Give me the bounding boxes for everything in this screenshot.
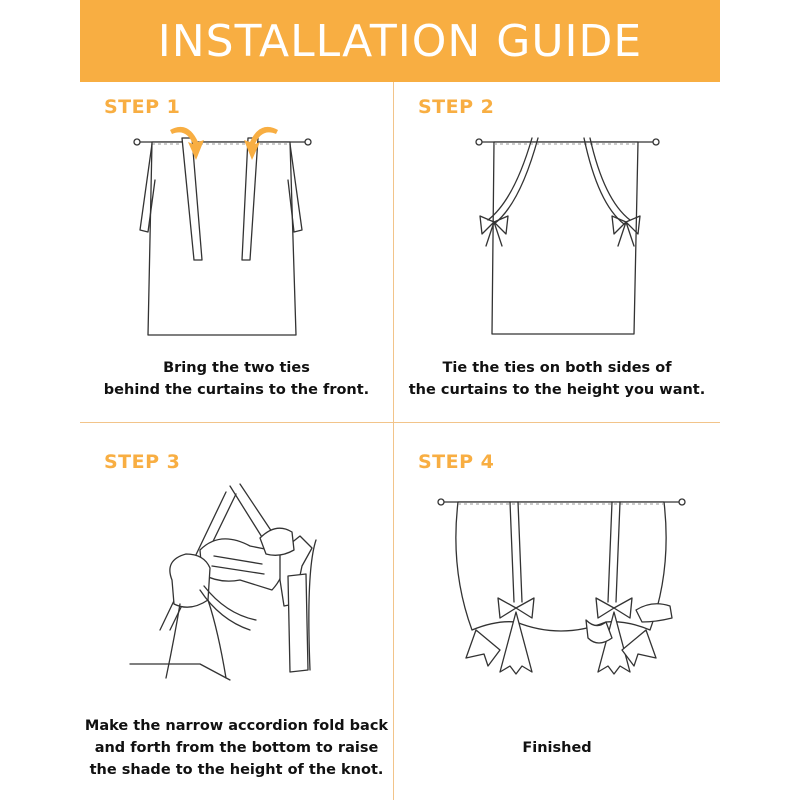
step-4-caption: Finished xyxy=(522,740,592,756)
step-3-caption: Make the narrow accordion fold back and forth from the bottom to raise the shade to the height of the knot. xyxy=(84,718,389,778)
step-1-illustration xyxy=(130,120,320,340)
page-title: INSTALLATION GUIDE xyxy=(157,15,643,67)
step-2-label: STEP 2 xyxy=(418,96,495,118)
horizontal-divider xyxy=(80,422,720,423)
step-4-illustration xyxy=(436,490,686,690)
step-3-label: STEP 3 xyxy=(104,451,181,473)
title-banner xyxy=(80,0,720,82)
step-2-illustration xyxy=(474,120,664,340)
vertical-divider xyxy=(393,82,394,800)
step-1-label: STEP 1 xyxy=(104,96,181,118)
step-2-caption: Tie the ties on both sides of the curtains to the height you want. xyxy=(408,360,706,398)
step-1-caption: Bring the two ties behind the curtains to the front. xyxy=(103,360,370,398)
step-3-illustration xyxy=(130,480,370,680)
step-4-label: STEP 4 xyxy=(418,451,495,473)
